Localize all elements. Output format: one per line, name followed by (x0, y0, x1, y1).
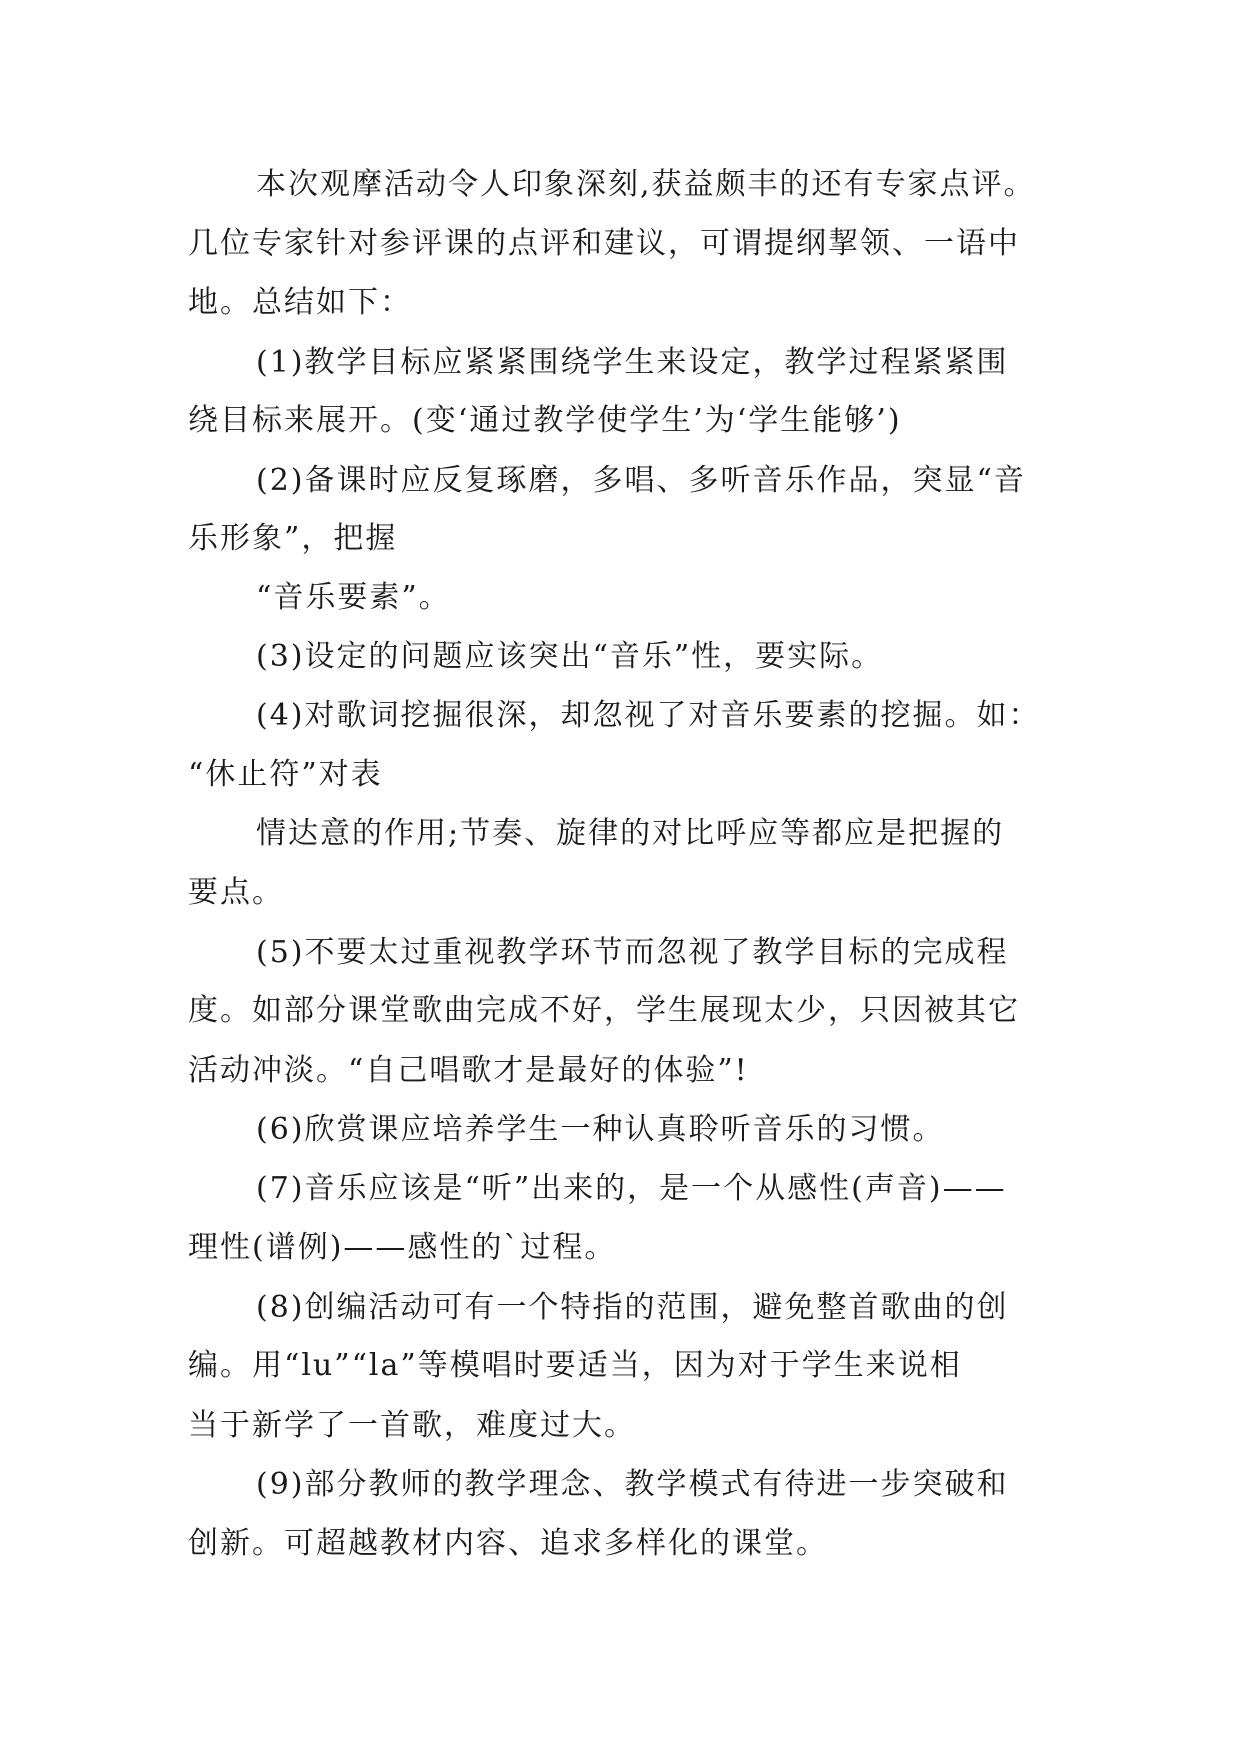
item-6-line-1: (6)欣赏课应培养学生一种认真聆听音乐的习惯。 (256, 1112, 945, 1147)
item-8-line-2: 编。用“lu”“la”等模唱时要适当，因为对于学生来说相 (188, 1348, 962, 1383)
item-5-line-1: (5)不要太过重视教学环节而忽视了教学目标的完成程 (256, 935, 1009, 970)
item-2-line-3: “音乐要素”。 (256, 580, 451, 615)
item-8-line-1: (8)创编活动可有一个特指的范围，避免整首歌曲的创 (256, 1290, 1009, 1325)
item-4-line-4: 要点。 (188, 875, 284, 910)
item-4-line-2: “休止符”对表 (188, 757, 383, 792)
intro-line-3: 地。总结如下： (188, 285, 412, 320)
item-9-line-1: (9)部分教师的教学理念、教学模式有待进一步突破和 (256, 1467, 1009, 1502)
intro-line-2: 几位专家针对参评课的点评和建议，可谓提纲挈领、一语中 (188, 226, 1020, 261)
intro-line-1: 本次观摩活动令人印象深刻,获益颇丰的还有专家点评。 (256, 167, 1036, 202)
item-2-line-2: 乐形象”，把握 (188, 521, 398, 556)
item-7-line-2: 理性(谱例)——感性的`过程。 (188, 1230, 617, 1265)
item-5-line-2: 度。如部分课堂歌曲完成不好，学生展现太少，只因被其它 (188, 993, 1020, 1028)
item-4-line-1: (4)对歌词挖掘很深，却忽视了对音乐要素的挖掘。如： (256, 698, 1041, 733)
item-3-line-1: (3)设定的问题应该突出“音乐”性，要实际。 (256, 639, 884, 674)
item-9-line-2: 创新。可超越教材内容、追求多样化的课堂。 (188, 1526, 828, 1561)
item-7-line-1: (7)音乐应该是“听”出来的，是一个从感性(声音)—— (256, 1171, 1007, 1206)
item-5-line-3: 活动冲淡。“自己唱歌才是最好的体验”! (188, 1053, 749, 1088)
item-2-line-1: (2)备课时应反复琢磨，多唱、多听音乐作品，突显“音 (256, 463, 1026, 498)
item-1-line-2: 绕目标来展开。(变‘通过教学使学生’为‘学生能够’) (188, 403, 902, 438)
item-8-line-3: 当于新学了一首歌，难度过大。 (188, 1408, 636, 1443)
item-1-line-1: (1)教学目标应紧紧围绕学生来设定，教学过程紧紧围 (256, 345, 1009, 380)
item-4-line-3: 情达意的作用;节奏、旋律的对比呼应等都应是把握的 (256, 816, 1005, 851)
